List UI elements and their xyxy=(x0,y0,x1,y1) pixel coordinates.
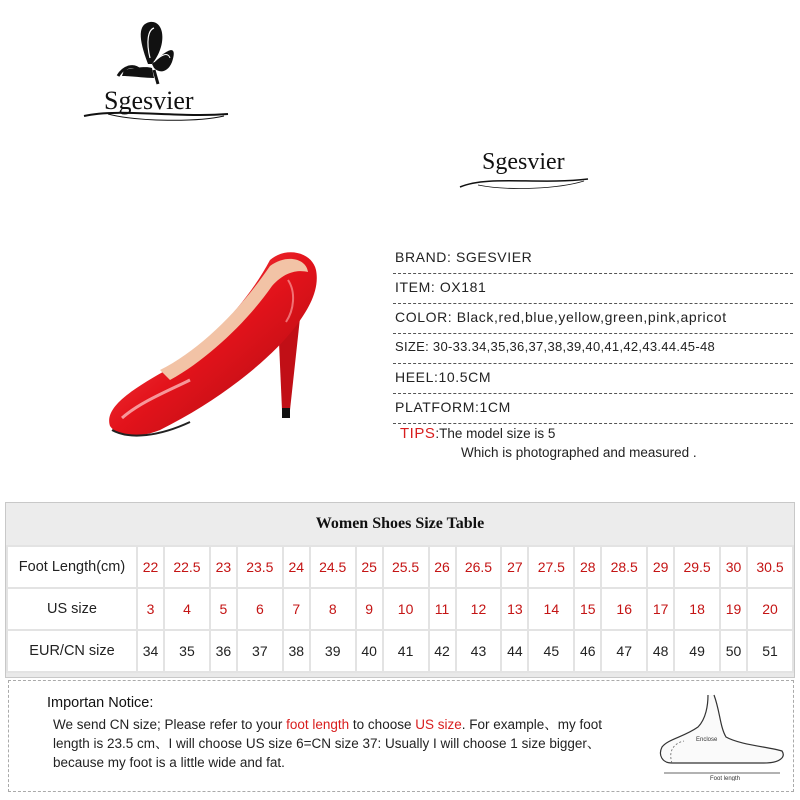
notice-text-1: We send CN size; Please refer to your xyxy=(53,717,287,732)
size-grid xyxy=(6,545,794,673)
size-cell: 45 xyxy=(529,631,573,671)
size-cell: 39 xyxy=(311,631,355,671)
size-row xyxy=(8,631,792,671)
product-info xyxy=(393,244,793,424)
notice-body xyxy=(53,715,633,772)
info-color: COLOR: Black,red,blue,yellow,green,pink,apricot xyxy=(393,304,793,334)
size-cell: 9 xyxy=(357,589,382,629)
size-cell: 36 xyxy=(211,631,236,671)
size-cell: 42 xyxy=(430,631,455,671)
size-table xyxy=(5,502,795,678)
size-cell: 24.5 xyxy=(311,547,355,587)
size-cell: 4 xyxy=(165,589,209,629)
size-cell: 26.5 xyxy=(457,547,501,587)
size-cell: 46 xyxy=(575,631,600,671)
info-platform: PLATFORM:1CM xyxy=(393,394,793,424)
size-cell: 29 xyxy=(648,547,673,587)
size-cell: 41 xyxy=(384,631,428,671)
notice-text-3: . For example、my foot length is 23.5 cm、I will choose US size 6=CN size 37: Usually I will choose 1 size bigger、because my foot is a little wide and fat. xyxy=(53,717,603,770)
size-cell: 24 xyxy=(284,547,309,587)
size-cell: 27.5 xyxy=(529,547,573,587)
info-size: SIZE: 30-33.34,35,36,37,38,39,40,41,42,43.44.45-48 xyxy=(393,334,793,364)
size-cell: 18 xyxy=(675,589,719,629)
size-cell: 48 xyxy=(648,631,673,671)
foot-length-label: Foot length xyxy=(710,776,741,781)
size-row-label: US size xyxy=(8,589,136,629)
size-cell: 27 xyxy=(502,547,527,587)
size-cell: 40 xyxy=(357,631,382,671)
size-cell: 3 xyxy=(138,589,163,629)
size-cell: 12 xyxy=(457,589,501,629)
size-cell: 30.5 xyxy=(748,547,792,587)
size-cell: 25 xyxy=(357,547,382,587)
size-cell: 8 xyxy=(311,589,355,629)
size-cell: 28.5 xyxy=(602,547,646,587)
size-cell: 50 xyxy=(721,631,746,671)
size-cell: 28 xyxy=(575,547,600,587)
notice-foot-length: foot length xyxy=(286,717,350,732)
size-cell: 26 xyxy=(430,547,455,587)
size-cell: 22 xyxy=(138,547,163,587)
size-cell: 20 xyxy=(748,589,792,629)
tips-line1: :The model size is 5 xyxy=(435,426,556,441)
info-heel: HEEL:10.5CM xyxy=(393,364,793,394)
size-cell: 43 xyxy=(457,631,501,671)
brand-text: Sgesvier xyxy=(482,149,565,175)
brand-mark xyxy=(458,145,598,195)
size-cell: 11 xyxy=(430,589,455,629)
size-cell: 15 xyxy=(575,589,600,629)
size-cell: 29.5 xyxy=(675,547,719,587)
size-cell: 14 xyxy=(529,589,573,629)
size-cell: 37 xyxy=(238,631,282,671)
size-table-title: Women Shoes Size Table xyxy=(6,503,794,545)
notice-title: Importan Notice: xyxy=(47,695,154,711)
tips xyxy=(400,424,697,462)
swoosh-icon xyxy=(458,145,598,195)
size-cell: 16 xyxy=(602,589,646,629)
info-item: ITEM: OX181 xyxy=(393,274,793,304)
size-cell: 23 xyxy=(211,547,236,587)
tips-label: TIPS xyxy=(400,425,436,442)
size-cell: 5 xyxy=(211,589,236,629)
info-brand: BRAND: SGESVIER xyxy=(393,244,793,274)
size-cell: 30 xyxy=(721,547,746,587)
logo-text: Sgesvier xyxy=(104,86,194,115)
brand-logo xyxy=(78,18,238,128)
size-cell: 38 xyxy=(284,631,309,671)
size-row xyxy=(8,547,792,587)
size-cell: 7 xyxy=(284,589,309,629)
size-cell: 6 xyxy=(238,589,282,629)
size-cell: 25.5 xyxy=(384,547,428,587)
size-cell: 22.5 xyxy=(165,547,209,587)
notice-box xyxy=(8,680,794,792)
size-cell: 51 xyxy=(748,631,792,671)
size-cell: 23.5 xyxy=(238,547,282,587)
size-cell: 49 xyxy=(675,631,719,671)
size-cell: 47 xyxy=(602,631,646,671)
size-cell: 10 xyxy=(384,589,428,629)
size-cell: 35 xyxy=(165,631,209,671)
enclose-label: Enclose xyxy=(696,737,718,743)
size-cell: 13 xyxy=(502,589,527,629)
red-pump-shoe-image xyxy=(100,240,340,450)
notice-us-size: US size xyxy=(415,717,462,732)
size-cell: 17 xyxy=(648,589,673,629)
size-row-label: Foot Length(cm) xyxy=(8,547,136,587)
size-cell: 19 xyxy=(721,589,746,629)
size-row xyxy=(8,589,792,629)
foot-measure-diagram xyxy=(654,691,789,781)
notice-text-2: to choose xyxy=(349,717,416,732)
size-row-label: EUR/CN size xyxy=(8,631,136,671)
size-cell: 34 xyxy=(138,631,163,671)
size-cell: 44 xyxy=(502,631,527,671)
tips-line2: Which is photographed and measured . xyxy=(461,445,697,460)
